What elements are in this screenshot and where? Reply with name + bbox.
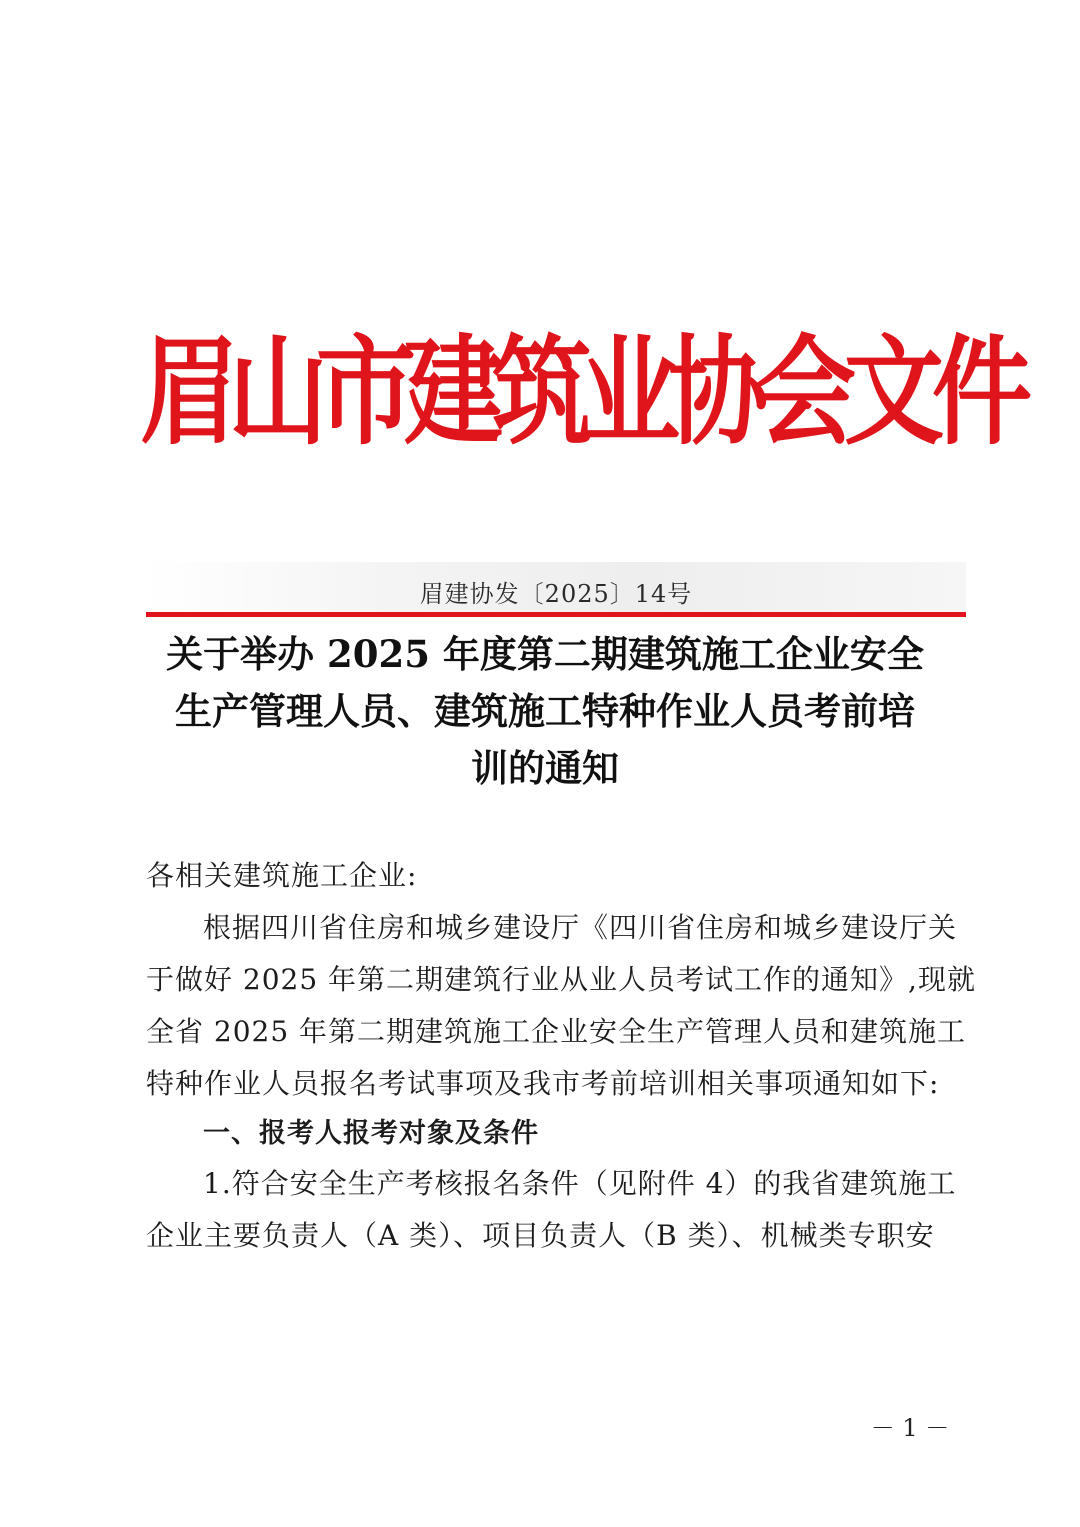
document-number: 眉建协发〔2025〕14号 bbox=[419, 580, 693, 608]
notice-title-line-1: 关于举办 2025 年度第二期建筑施工企业安全 bbox=[166, 632, 924, 676]
salutation: 各相关建筑施工企业: bbox=[146, 859, 418, 892]
notice-title-line-2: 生产管理人员、建筑施工特种作业人员考前培 bbox=[175, 689, 915, 733]
item-line-1: 1.符合安全生产考核报名条件（见附件 4）的我省建筑施工 bbox=[203, 1167, 957, 1200]
item-line-2: 企业主要负责人（A 类）、项目负责人（B 类）、机械类专职安 bbox=[146, 1219, 935, 1252]
red-divider-line bbox=[146, 612, 966, 617]
section-heading: 一、报考人报考对象及条件 bbox=[203, 1118, 539, 1149]
paragraph-line-3: 全省 2025 年第二期建筑施工企业安全生产管理人员和建筑施工 bbox=[146, 1015, 967, 1048]
page-number: － 1 － bbox=[870, 1414, 950, 1442]
notice-title-line-3: 训的通知 bbox=[471, 746, 619, 790]
paragraph-line-1: 根据四川省住房和城乡建设厅《四川省住房和城乡建设厅关 bbox=[203, 911, 958, 944]
notice-title bbox=[140, 626, 950, 797]
paragraph-line-4: 特种作业人员报名考试事项及我市考前培训相关事项通知如下: bbox=[146, 1067, 940, 1100]
paragraph-line-2: 于做好 2025 年第二期建筑行业从业人员考试工作的通知》,现就 bbox=[146, 963, 976, 996]
organization-header: 眉山市建筑业协会文件 bbox=[140, 323, 1020, 462]
